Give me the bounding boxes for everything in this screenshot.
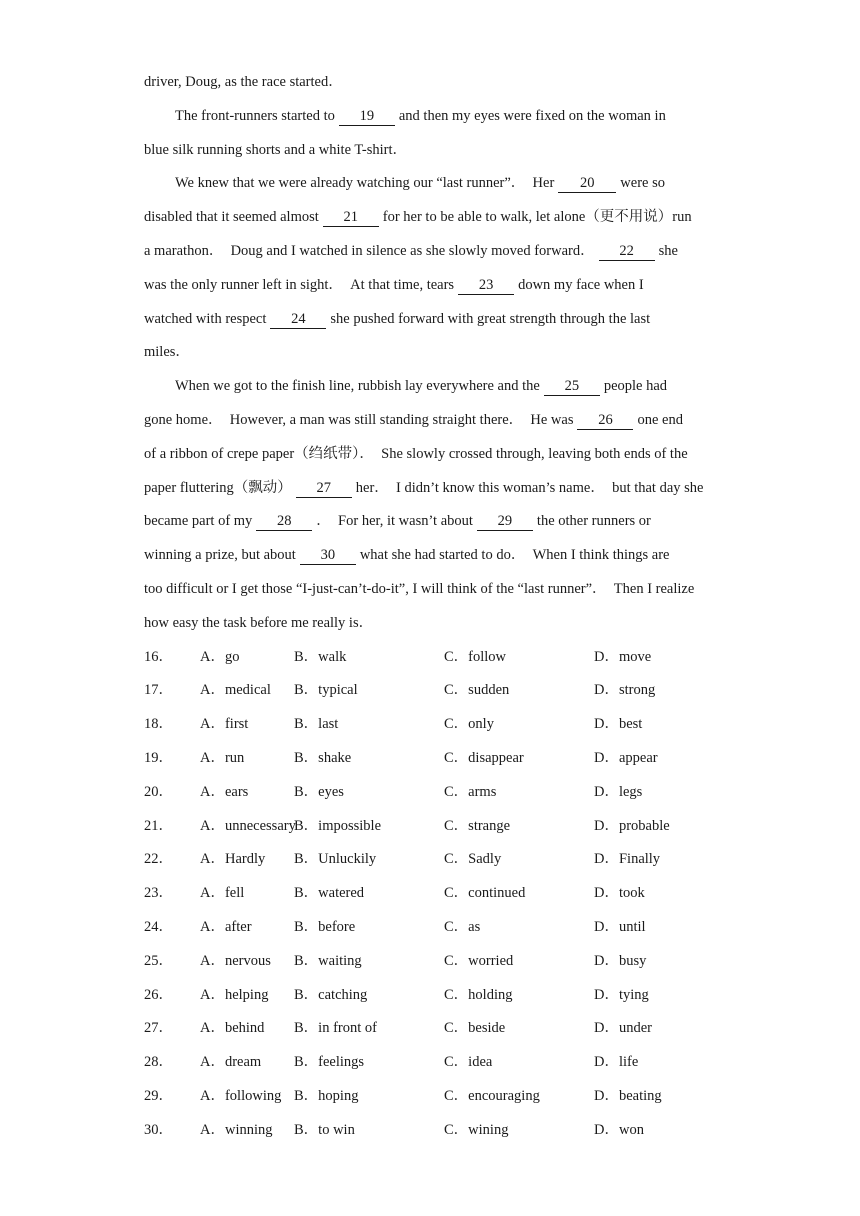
document-page — [144, 66, 724, 1148]
passage-line: a marathon． Doug and I watched in silence as she slowly moved forward． 22 she — [144, 242, 678, 259]
option-b: B．in front of — [294, 1020, 377, 1037]
option-c: C．sudden — [444, 682, 510, 699]
option-d: D．strong — [594, 682, 656, 699]
option-c: C．strange — [444, 817, 511, 834]
option-c: C．idea — [444, 1054, 493, 1071]
question-number: 26． — [144, 986, 173, 1003]
option-c: C．follow — [444, 648, 507, 665]
passage-line: of a ribbon of crepe paper（绉纸带）． She slowly crossed through, leaving both ends of the — [144, 445, 688, 462]
option-b: B．catching — [294, 986, 368, 1003]
question-number: 29． — [144, 1087, 173, 1104]
question-row — [144, 1114, 724, 1148]
option-d: D．move — [594, 648, 652, 665]
option-b: B．last — [294, 716, 339, 733]
option-a: A．dream — [200, 1054, 262, 1071]
option-d: D．busy — [594, 952, 647, 969]
option-a: A．go — [200, 648, 240, 665]
option-b: B．Unluckily — [294, 851, 377, 868]
blank-22: 22 — [599, 243, 655, 261]
option-d: D．tying — [594, 986, 649, 1003]
blank-23: 23 — [458, 277, 514, 295]
question-row — [144, 708, 724, 742]
option-c: C．holding — [444, 986, 513, 1003]
question-number: 19． — [144, 749, 173, 766]
option-a: A．unnecessary — [200, 817, 296, 834]
question-row — [144, 1012, 724, 1046]
option-b: B．watered — [294, 885, 365, 902]
question-number: 24． — [144, 918, 173, 935]
question-row — [144, 979, 724, 1013]
question-number: 20． — [144, 783, 173, 800]
question-number: 21． — [144, 817, 173, 834]
option-a: A．run — [200, 749, 245, 766]
question-row — [144, 843, 724, 877]
question-number: 30． — [144, 1121, 173, 1138]
option-d: D．until — [594, 918, 646, 935]
passage-line: gone home． However, a man was still standing straight there． He was 26 one end — [144, 411, 683, 428]
blank-28: 28 — [256, 513, 312, 531]
passage-line: paper fluttering（飘动） 27 her． I didn’t know this woman’s name． but that day she — [144, 479, 704, 496]
blank-29: 29 — [477, 513, 533, 531]
option-b: B．eyes — [294, 783, 344, 800]
option-b: B．feelings — [294, 1054, 365, 1071]
blank-24: 24 — [270, 311, 326, 329]
question-number: 18． — [144, 716, 173, 733]
question-number: 28． — [144, 1054, 173, 1071]
option-b: B．shake — [294, 749, 352, 766]
option-b: B．walk — [294, 648, 347, 665]
question-number: 22． — [144, 851, 173, 868]
question-row — [144, 945, 724, 979]
question-number: 27． — [144, 1020, 173, 1037]
option-d: D．life — [594, 1054, 639, 1071]
option-a: A．following — [200, 1087, 282, 1104]
question-number: 23． — [144, 885, 173, 902]
option-b: B．hoping — [294, 1087, 359, 1104]
question-row — [144, 776, 724, 810]
option-c: C．disappear — [444, 749, 524, 766]
option-d: D．took — [594, 885, 645, 902]
option-a: A．Hardly — [200, 851, 266, 868]
blank-26: 26 — [577, 412, 633, 430]
option-b: B．impossible — [294, 817, 382, 834]
option-a: A．medical — [200, 682, 271, 699]
option-a: A．ears — [200, 783, 249, 800]
option-a: A．helping — [200, 986, 269, 1003]
option-c: C．arms — [444, 783, 497, 800]
blank-19: 19 — [339, 108, 395, 126]
passage-line: When we got to the finish line, rubbish lay everywhere and the 25 people had — [175, 378, 668, 395]
option-d: D．Finally — [594, 851, 661, 868]
passage-line: We knew that we were already watching our “last runner”． Her 20 were so — [175, 175, 665, 192]
question-number: 25． — [144, 952, 173, 969]
option-a: A．fell — [200, 885, 245, 902]
option-a: A．first — [200, 716, 249, 733]
option-a: A．behind — [200, 1020, 265, 1037]
option-c: C．worried — [444, 952, 514, 969]
option-c: C．Sadly — [444, 851, 502, 868]
blank-25: 25 — [544, 378, 600, 396]
option-b: B．to win — [294, 1121, 355, 1138]
question-row — [144, 810, 724, 844]
question-row — [144, 641, 724, 675]
passage-line: how easy the task before me really is． — [144, 614, 374, 631]
option-d: D．won — [594, 1121, 644, 1138]
passage-line: watched with respect 24 she pushed forward with great strength through the last — [144, 310, 651, 327]
option-b: B．before — [294, 918, 356, 935]
question-row — [144, 742, 724, 776]
option-d: D．best — [594, 716, 643, 733]
answer-options — [144, 641, 724, 1148]
option-c: C．only — [444, 716, 494, 733]
passage-line: disabled that it seemed almost 21 for her to be able to walk, let alone（更不用说）run — [144, 209, 692, 226]
passage-line: blue silk running shorts and a white T-shirt． — [144, 141, 407, 158]
option-d: D．appear — [594, 749, 658, 766]
question-row — [144, 1080, 724, 1114]
question-row — [144, 911, 724, 945]
question-row — [144, 1046, 724, 1080]
option-d: D．probable — [594, 817, 670, 834]
option-c: C．continued — [444, 885, 526, 902]
passage-line: was the only runner left in sight． At that time, tears 23 down my face when I — [144, 276, 644, 293]
blank-27: 27 — [296, 480, 352, 498]
question-row — [144, 674, 724, 708]
blank-20: 20 — [558, 175, 616, 193]
option-d: D．legs — [594, 783, 643, 800]
option-d: D．under — [594, 1020, 652, 1037]
option-a: A．after — [200, 918, 252, 935]
option-d: D．beating — [594, 1087, 662, 1104]
passage-line: too difficult or I get those “I-just-can’t-do-it”, I will think of the “last runner”． Then I realize — [144, 580, 695, 597]
option-c: C．as — [444, 918, 481, 935]
passage-line: winning a prize, but about 30 what she had started to do． When I think things are — [144, 547, 670, 564]
option-c: C．wining — [444, 1121, 509, 1138]
blank-30: 30 — [300, 547, 356, 565]
option-b: B．waiting — [294, 952, 362, 969]
question-number: 17． — [144, 682, 173, 699]
passage-line: miles． — [144, 344, 190, 361]
question-row — [144, 877, 724, 911]
option-c: C．beside — [444, 1020, 506, 1037]
blank-21: 21 — [323, 209, 379, 227]
question-number: 16． — [144, 648, 173, 665]
option-a: A．winning — [200, 1121, 273, 1138]
passage-line: The front-runners started to 19 and then my eyes were fixed on the woman in — [175, 107, 666, 124]
option-a: A．nervous — [200, 952, 271, 969]
option-b: B．typical — [294, 682, 358, 699]
passage-line: driver, Doug, as the race started． — [144, 74, 343, 90]
passage-line: became part of my 28 ． For her, it wasn’t about 29 the other runners or — [144, 513, 651, 530]
option-c: C．encouraging — [444, 1087, 540, 1104]
